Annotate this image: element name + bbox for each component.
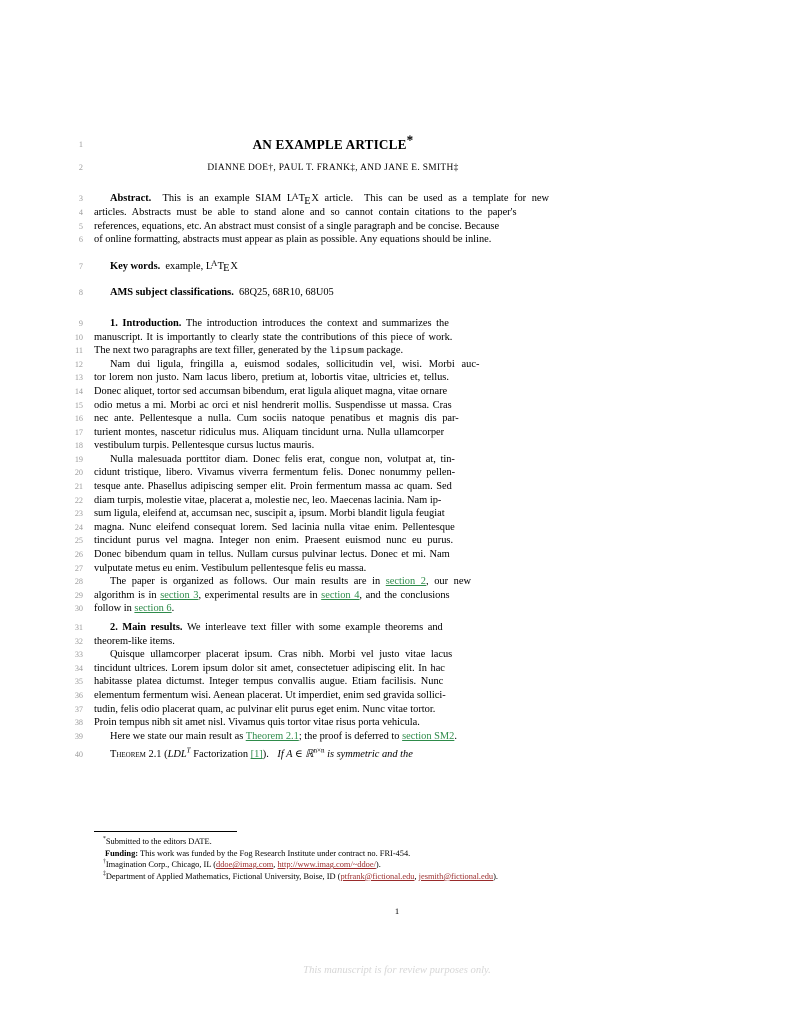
- line-number: 31: [74, 623, 83, 632]
- body-text: Nam dui ligula, fringilla a, euismod sodales, sollicitudin vel, wisi. Morbi auc-: [110, 358, 480, 370]
- section-1-intro-text: The introduction introduces the context and summarizes the: [185, 317, 449, 329]
- line-number: 38: [74, 718, 83, 728]
- keywords-value: example, $L^ATEX$: [162, 258, 238, 275]
- line-number: 39: [74, 731, 83, 741]
- line-number: 15: [74, 400, 83, 410]
- body-text: diam turpis, molestie vitae, placerat a, molestie nec, leo. Maecenas lacinia. Nam ip-: [94, 494, 442, 506]
- line-number: 35: [74, 677, 83, 687]
- line-number: 37: [74, 704, 83, 714]
- body-text: habitasse platea dictumst. Integer tempus convallis augue. Etiam facilisis. Nunc: [94, 676, 444, 688]
- line-number: 3: [78, 194, 83, 204]
- line-number: 21: [74, 482, 83, 492]
- body-line: [74, 466, 572, 480]
- footnote-marker-dagger: †: [103, 859, 106, 866]
- spacer: [94, 300, 572, 317]
- line-number: 27: [74, 563, 83, 573]
- body-text: turient montes, nascetur ridiculus mus. Aliquam tincidunt urna. Nulla ullamcorper: [94, 426, 445, 438]
- abstract-heading: Abstract.: [110, 193, 152, 205]
- abstract-text-2: articles. Abstracts must be able to stand alone and so cannot contain citations to the paper's: [94, 206, 517, 218]
- body-text: tor lorem non justo. Nam lacus libero, pretium at, lobortis vitae, ultricies et, tellus.: [94, 372, 449, 384]
- section-1-number: 1.: [110, 317, 118, 329]
- section-2-number: 2.: [110, 622, 118, 633]
- body-text: cidunt tristique, libero. Vivamus viverra fermentum felis. Donec nonummy pellen-: [94, 467, 456, 479]
- author-names: DIANNE DOE†, PAUL T. FRANK‡, AND JANE E. SMITH‡: [207, 163, 459, 174]
- body-line: [74, 399, 572, 413]
- link-section-6[interactable]: section 6: [134, 603, 172, 615]
- theorem-name-close: ).: [262, 749, 269, 761]
- line-number: 8: [78, 288, 83, 298]
- footnote-funding: [94, 848, 572, 860]
- body-line: [74, 494, 572, 508]
- package-name: lipsum: [329, 345, 364, 357]
- body-text: , experimental results are in: [198, 589, 322, 601]
- section-2-heading-line: [74, 621, 572, 635]
- abstract-line: [78, 233, 572, 247]
- email-link-ptfrank[interactable]: ptfrank@fictional.edu: [340, 871, 415, 881]
- footnote-separator: ,: [273, 860, 278, 870]
- footnote-submitted: [94, 836, 572, 848]
- body-text: theorem-like items.: [94, 635, 175, 647]
- line-number: 18: [74, 441, 83, 451]
- line-number: 13: [74, 373, 83, 383]
- line-number: 24: [74, 522, 83, 532]
- abstract-line: [78, 191, 572, 207]
- line-number: 19: [74, 454, 83, 464]
- body-line: [74, 689, 572, 703]
- line-number: 30: [74, 604, 83, 614]
- email-link-jesmith[interactable]: jesmith@fictional.edu: [418, 871, 494, 881]
- line-number: 22: [74, 495, 83, 505]
- body-text: follow in: [94, 603, 135, 615]
- body-text: Proin tempus nibh sit amet nisl. Vivamus quis tortor vitae risus porta vehicula.: [94, 717, 420, 729]
- body-text: vulputate metus eu enim. Vestibulum pellentesque felis eu massa.: [94, 562, 367, 574]
- section-1-heading-line: [78, 317, 572, 331]
- body-text: nec ante. Pellentesque a nulla. Cum sociis natoque penatibus et magnis dis par-: [94, 413, 459, 425]
- page-title: AN EXAMPLE ARTICLE: [252, 137, 407, 152]
- funding-label: Funding:: [105, 848, 139, 858]
- line-number: 1: [78, 140, 83, 149]
- keywords-heading: Key words.: [110, 260, 161, 272]
- title-line: [78, 132, 572, 152]
- body-text: tudin, felis odio placerat quam, ac pulvinar elit purus eget enim. Nunc vitae tortor.: [94, 703, 436, 715]
- body-line: [74, 562, 572, 576]
- body-line: [74, 703, 572, 717]
- body-line: [75, 344, 572, 358]
- line-number: 9: [78, 318, 83, 328]
- footnote-separator: ,: [414, 871, 419, 881]
- title-footnote-marker: *: [406, 132, 414, 148]
- line-number: 20: [74, 468, 83, 478]
- body-text: Nulla malesuada porttitor diam. Donec felis erat, congue non, volutpat at, tin-: [110, 453, 455, 465]
- line-number: 32: [74, 636, 83, 646]
- body-line: [74, 358, 572, 372]
- footnote-author-1: [94, 859, 572, 871]
- body-line: [74, 331, 572, 345]
- body-text: .: [454, 730, 457, 742]
- line-number: 40: [74, 750, 83, 760]
- ams-value: [236, 287, 333, 298]
- body-line: [74, 507, 572, 521]
- theorem-name-rest: Factorization: [190, 749, 251, 761]
- footnote-marker-asterisk: *: [103, 836, 106, 843]
- body-text: , and the conclusions: [359, 589, 450, 601]
- ams-codes: 68Q25, 68R10, 68U05: [239, 287, 334, 299]
- footnote-text: ).: [375, 860, 381, 870]
- url-link-ddoe[interactable]: http://www.imag.com/~ddoe/: [277, 860, 376, 870]
- link-section-sm2[interactable]: section SM2: [402, 730, 455, 742]
- abstract-text-1: This is an example SIAM $L^ATEX$ article. This can be used as a template for new: [156, 191, 550, 207]
- section-1-title: Introduction.: [122, 317, 182, 329]
- line-number: 4: [78, 207, 83, 217]
- footnote-block: [94, 831, 572, 882]
- footnote-marker-ddagger: ‡: [103, 870, 106, 877]
- line-number: 12: [74, 359, 83, 369]
- organization-line: [74, 589, 572, 603]
- body-text: manuscript. It is importantly to clearly state the contributions of this piece of work.: [94, 331, 453, 343]
- ams-heading: AMS subject classifications.: [110, 287, 234, 299]
- line-number: 2: [78, 163, 83, 173]
- footnote-text: Submitted to the editors DATE.: [105, 837, 212, 846]
- footnote-text: ).: [493, 871, 499, 881]
- line-number: 10: [74, 332, 83, 342]
- line-number: 5: [78, 221, 83, 231]
- body-text: , our new: [426, 576, 471, 588]
- theorem-number: 2.1: [148, 749, 162, 761]
- abstract-line: [78, 220, 572, 234]
- review-watermark: This manuscript is for review purposes only.: [303, 965, 491, 976]
- body-text: tesque ante. Phasellus adipiscing semper elit. Proin fermentum massa ac quam. Sed: [94, 481, 452, 493]
- ams-line: [78, 286, 572, 300]
- line-number: 34: [74, 663, 83, 673]
- body-text: Quisque ullamcorper placerat ipsum. Cras nibh. Morbi vel justo vitae lacus: [110, 649, 453, 661]
- body-text: Donec bibendum quam in tellus. Nullam cursus pulvinar lectus. Donec et mi. Nam: [94, 549, 450, 561]
- body-line: [74, 371, 572, 385]
- body-text: tincidunt purus vel magna. Integer non enim. Praesent euismod nunc eu purus.: [94, 535, 454, 547]
- line-number: 29: [74, 590, 83, 600]
- abstract-text-4: of online formatting, abstracts must appear as plain as possible. Any equations should be inline.: [94, 234, 492, 246]
- spacer: [94, 152, 572, 161]
- organization-line: [74, 602, 572, 616]
- theorem-name-math: LDL: [167, 749, 187, 761]
- body-line: [74, 548, 572, 562]
- spacer: [94, 247, 572, 260]
- body-text: algorithm is in: [94, 589, 161, 601]
- main-result-line: [74, 730, 572, 744]
- body-line: [74, 480, 572, 494]
- line-number: 26: [74, 550, 83, 560]
- line-number: 36: [74, 690, 83, 700]
- theorem-line: [74, 746, 572, 762]
- abstract-text-3: references, equations, etc. An abstract must consist of a single paragraph and be concise. Because: [94, 220, 500, 232]
- abstract-line: [78, 206, 572, 220]
- link-section-2[interactable]: section 2: [385, 576, 426, 588]
- body-text: .: [171, 603, 175, 615]
- body-line: [74, 534, 572, 548]
- keywords-line: [78, 258, 572, 275]
- line-number: 7: [78, 261, 83, 271]
- section-2-title: Main results.: [122, 622, 183, 633]
- link-section-3[interactable]: section 3: [160, 589, 199, 601]
- body-line: [74, 453, 572, 467]
- body-text: We interleave text filler with some example theorems and: [186, 622, 443, 633]
- body-line: [74, 662, 572, 676]
- body-line: [74, 385, 572, 399]
- author-line: [78, 161, 572, 175]
- footnote-text: Imagination Corp., Chicago, IL (: [105, 860, 217, 870]
- body-text: sum ligula, eleifend at, accumsan nec, suscipit a, ipsum. Morbi blandit ligula feugiat: [94, 508, 445, 520]
- link-theorem-2-1[interactable]: Theorem 2.1: [245, 730, 299, 742]
- body-text: ; the proof is deferred to: [298, 730, 403, 742]
- organization-line: [74, 575, 572, 589]
- email-link-ddoe[interactable]: ddoe@imag.com: [216, 860, 274, 870]
- body-line: [74, 412, 572, 426]
- footnote-text: Department of Applied Mathematics, Fictional University, Boise, ID (: [105, 871, 341, 881]
- line-number: 33: [74, 650, 83, 660]
- body-text: odio metus a mi. Morbi ac orci et nisl hendrerit mollis. Suspendisse ut massa. Cras: [94, 399, 452, 411]
- body-text: elementum fermentum wisi. Aenean placerat. Ut imperdiet, enim sed gravida sollici-: [94, 689, 446, 701]
- body-line: [74, 521, 572, 535]
- page-number: 1: [394, 906, 400, 916]
- line-number: 17: [74, 427, 83, 437]
- body-column: [74, 132, 572, 763]
- theorem-statement: If A ∈ ℝ$^{n\times n}$ is symmetric and the: [277, 746, 413, 761]
- link-section-4[interactable]: section 4: [321, 589, 360, 601]
- citation-link-1[interactable]: [1]: [250, 749, 263, 761]
- footnote-rule: [94, 831, 237, 832]
- theorem-label: Theorem: [110, 749, 146, 761]
- theorem-name-open: (: [164, 749, 168, 761]
- body-line: [74, 648, 572, 662]
- spacer: [94, 175, 572, 192]
- body-text: The paper is organized as follows. Our main results are in: [110, 576, 386, 588]
- body-text: The next two paragraphs are text filler, generated by the lipsum package.: [94, 345, 404, 357]
- body-text: Here we state our main result as: [110, 730, 246, 742]
- body-line: [74, 635, 572, 649]
- body-text: tincidunt ultrices. Lorem ipsum dolor sit amet, consectetuer adipiscing elit. In hac: [94, 662, 445, 674]
- line-number: 14: [74, 386, 83, 396]
- line-number: 11: [75, 346, 83, 356]
- body-line: [74, 439, 572, 453]
- theorem-name-superscript: T: [186, 746, 191, 755]
- funding-text: This work was funded by the Fog Research Institute under contract no. FRI-454.: [138, 848, 411, 858]
- line-number: 28: [74, 577, 83, 587]
- line-number: 25: [74, 536, 83, 546]
- line-number: 16: [74, 414, 83, 424]
- body-text: magna. Nunc eleifend consequat lorem. Sed lacinia nulla vitae enim. Pellentesque: [94, 521, 455, 533]
- line-number: 6: [78, 235, 83, 245]
- body-text: vestibulum turpis. Pellentesque cursus luctus mauris.: [94, 440, 315, 452]
- body-text: Donec aliquet, tortor sed accumsan bibendum, erat ligula aliquet magna, vitae ornare: [94, 385, 448, 397]
- line-number: 23: [74, 509, 83, 519]
- body-line: [74, 426, 572, 440]
- footnote-author-2: [94, 871, 572, 883]
- spacer: [94, 273, 572, 286]
- body-line: [74, 675, 572, 689]
- body-line: [74, 716, 572, 730]
